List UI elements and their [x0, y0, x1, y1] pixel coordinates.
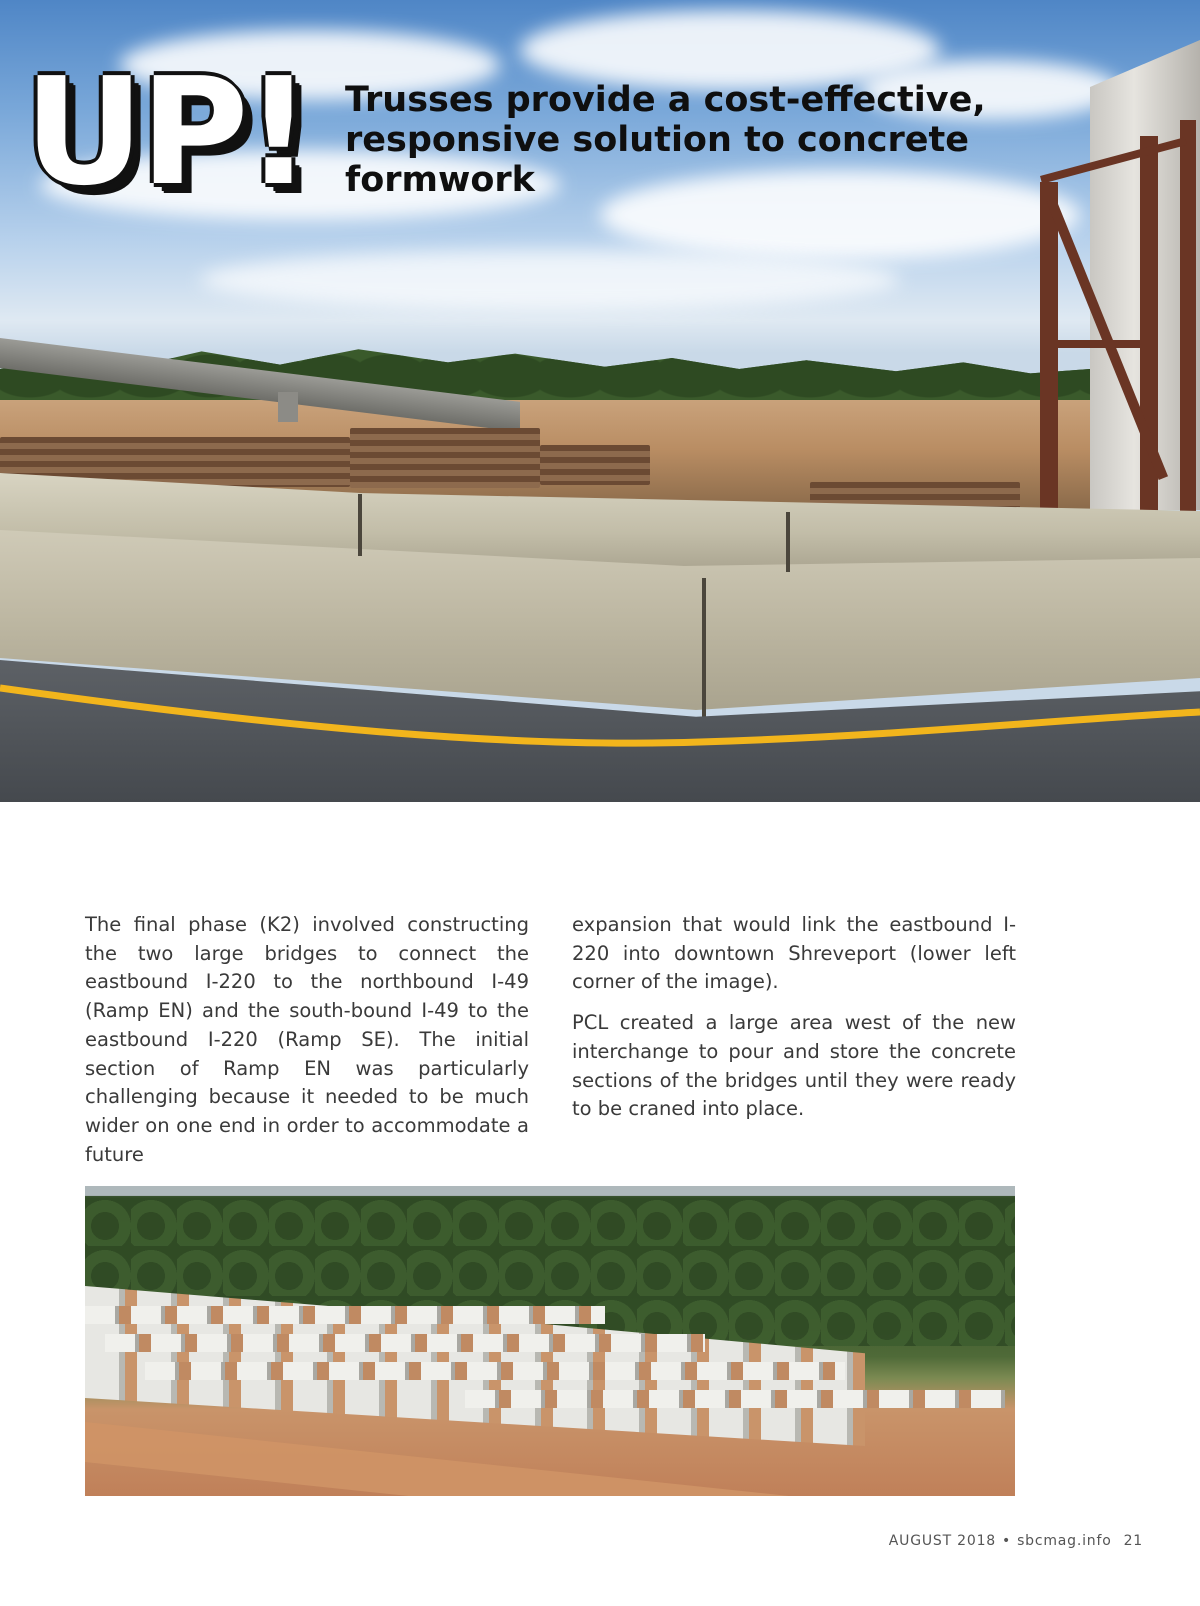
- yellow-road-line: [0, 680, 1200, 760]
- site-link: sbcmag.info: [1017, 1533, 1112, 1549]
- dirt-road: [85, 1422, 1015, 1496]
- lumber-stack: [540, 445, 650, 485]
- article-column-left: [85, 911, 529, 1181]
- hero-photo: [0, 0, 1200, 802]
- precast-yard-photo: [85, 1186, 1015, 1496]
- paragraph: PCL created a large area west of the new interchange to pour and store the concrete sections of the bridges until they were ready to be craned into place.: [572, 1011, 1016, 1121]
- paragraph: The final phase (K2) involved constructing the two large bridges to connect the eastbound I-220 to the northbound I-49 (Ramp EN) and the south-bound I-49 to the eastbound I-220 (Ramp SE). The initial section of Ramp EN was particularly challenging because it needed to be much wider on one end in order to accommodate a future: [85, 913, 529, 1166]
- page-footer: [889, 1533, 1143, 1549]
- headline-subtitle: Trusses provide a cost-effective, responsive solution to concrete formwork: [345, 80, 986, 200]
- lumber-stack: [350, 428, 540, 488]
- headline-up: UP!: [24, 46, 309, 218]
- issue-date: AUGUST 2018: [888, 1533, 997, 1549]
- article-column-right: [572, 911, 1016, 1136]
- page-number: 21: [1123, 1533, 1143, 1549]
- paragraph: expansion that would link the eastbound I-220 into downtown Shreveport (lower left corner of the image).: [572, 913, 1016, 994]
- bullet-separator: •: [1002, 1533, 1012, 1549]
